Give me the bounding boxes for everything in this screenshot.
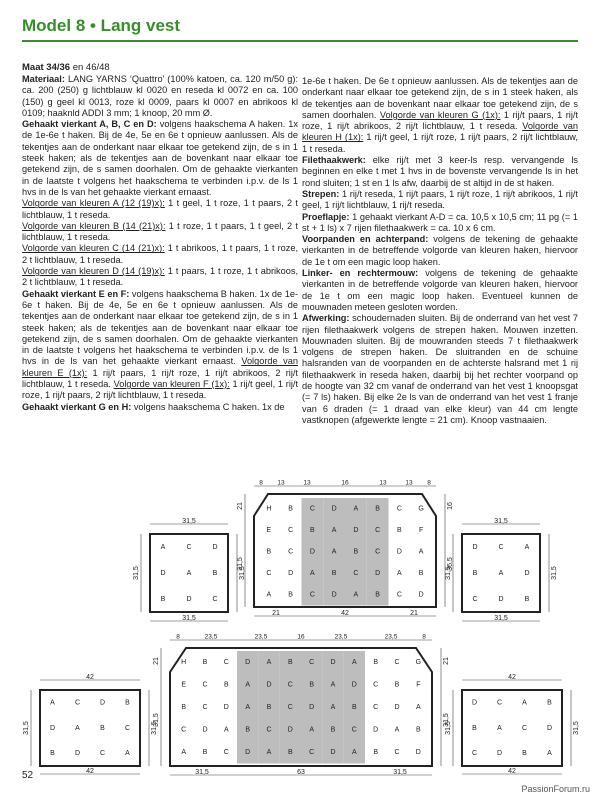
dimension-label: 31,5 xyxy=(22,721,30,735)
square-letter: C xyxy=(396,591,402,599)
square-letter: C xyxy=(287,681,293,689)
dimension-label: 8 xyxy=(259,479,263,487)
square-letter: B xyxy=(50,750,55,758)
square-letter: B xyxy=(287,749,293,757)
instruction-text: 1 rij/t reseda, 1 rij/t paars, 1 rij/t roze, 1 rij/t abrikoos, 1 rij/t geel, 1 rij/t lichtblauw, 1 rij/t reseda. xyxy=(302,188,578,211)
square-letter: C xyxy=(186,543,192,551)
section-heading: Voorpanden en achterpand: xyxy=(302,234,434,245)
section-heading: Filethaakwerk: xyxy=(302,155,373,166)
instruction-text: LANG YARNS ‘Quattro’ (100% katoen, ca. 120 m/50 g): ca. 200 (250) g lichtblauw kl 0020 en reseda kl 0072 en ca. 100 (150) g geel kl 0013, roze kl 0009, paars kl 0007 en abrikoos kl 0109; haaknld ADDI 3 mm; 1 knoop, 20 mm Ø. xyxy=(22,74,298,118)
square-letter: A xyxy=(418,548,424,556)
square-letter: A xyxy=(245,681,251,689)
instruction-text: 1 rij/t paars, 1 rij/t roze, 1 rij/t abrikoos, 2 rij/t lichtblauw, 1 t reseda. xyxy=(22,367,298,390)
square-letter: B xyxy=(309,681,315,689)
instruction-text: 1 gehaakt vierkant A-D = ca. 10,5 x 10,5 cm; 11 pg (= 1 st + 1 ls) x 7 rijen filethaakwerk = ca. 10 x 6 cm. xyxy=(302,211,578,233)
square-letter: A xyxy=(415,704,421,712)
dimension-label: 63 xyxy=(297,768,305,776)
square-letter: B xyxy=(397,527,402,535)
instruction-text: 1 rij/t geel, 1 rij/t roze, 1 rij/t paars, 2 rij/t lichtblauw, 1 t reseda. xyxy=(22,379,299,401)
square-letter: B xyxy=(547,699,552,707)
square-letter: C xyxy=(373,681,379,689)
square-letter: A xyxy=(181,749,187,757)
square-letter: B xyxy=(472,724,477,732)
section-heading: Materiaal: xyxy=(22,74,68,84)
color-sequence-label: Volgorde van kleuren A (12 (19)x): xyxy=(22,198,165,209)
square-letter: B xyxy=(266,704,272,712)
square-letter: B xyxy=(353,548,359,556)
square-letter: D xyxy=(351,681,357,689)
color-sequence-label: Volgorde van kleuren B (14 (21)x): xyxy=(22,220,166,231)
square-letter: B xyxy=(266,548,272,556)
square-letter: B xyxy=(351,704,357,712)
dimension-label: 42 xyxy=(508,673,516,681)
dimension-label: 23,5 xyxy=(334,633,348,641)
dimension-label: 31,5 xyxy=(238,566,246,580)
square-letter: A xyxy=(245,704,251,712)
dimension-label: 23,5 xyxy=(254,633,268,641)
square-letter: B xyxy=(125,699,130,707)
dimension-label: 13 xyxy=(405,479,413,487)
dimension-label: 42 xyxy=(508,767,516,775)
square-letter: D xyxy=(266,681,272,689)
dimension-label: 42 xyxy=(341,609,349,617)
square-letter: C xyxy=(496,699,503,707)
square-letter: A xyxy=(353,505,359,513)
square-letter: D xyxy=(472,543,478,551)
size-label: Maat 34/36 xyxy=(22,62,71,73)
dimension-label: 36,5 xyxy=(446,557,454,571)
dimension-label: 23,5 xyxy=(384,633,398,641)
dimension-label: 8 xyxy=(422,633,426,641)
square-letter: C xyxy=(309,591,315,599)
square-letter: A xyxy=(186,569,192,577)
square-letter: B xyxy=(310,527,315,535)
color-sequence-label: Volgorde van kleuren H (1x): xyxy=(302,121,578,143)
dimension-label: 31,5 xyxy=(132,566,140,580)
square-letter: A xyxy=(160,543,166,551)
square-letter: G xyxy=(418,505,424,513)
dimension-label: 31,5 xyxy=(494,517,508,525)
square-letter: D xyxy=(471,699,478,707)
square-letter: D xyxy=(309,704,315,712)
square-letter: A xyxy=(353,591,359,599)
square-letter: D xyxy=(212,543,218,551)
square-letter: C xyxy=(375,527,381,535)
square-letter: C xyxy=(353,570,359,578)
square-letter: A xyxy=(266,749,272,757)
square-letter: B xyxy=(223,681,229,689)
color-sequence-label: Volgorde van kleuren E (1x): xyxy=(22,356,298,378)
dimension-label: 21 xyxy=(236,502,244,510)
page-title: Model 8 • Lang vest xyxy=(22,16,181,35)
square-letter: B xyxy=(287,659,293,667)
square-letter: D xyxy=(331,591,337,599)
dimension-label: 21 xyxy=(272,609,280,617)
instruction-text: 1 rij/t geel, 1 rij/t roze, 1 rij/t paars, 2 rij/t lichtblauw, 1 t reseda. xyxy=(302,132,578,154)
instruction-text: 1 rij/t paars, 1 rij/t roze, 1 rij/t abrikoos, 2 rij/t lichtblauw, 1 t reseda. xyxy=(302,109,578,132)
square-letter: D xyxy=(418,591,424,599)
dimension-label: 31,5 xyxy=(444,721,452,735)
square-letter: G xyxy=(415,659,422,667)
square-letter: D xyxy=(353,527,359,535)
square-letter: B xyxy=(375,591,380,599)
square-letter: A xyxy=(266,659,272,667)
square-letter: H xyxy=(266,505,272,513)
square-letter: B xyxy=(245,726,251,734)
square-letter: C xyxy=(266,570,272,578)
square-letter: D xyxy=(330,659,336,667)
square-letter: B xyxy=(212,569,218,577)
square-letter: D xyxy=(415,749,421,757)
dimension-label: 13 xyxy=(277,479,285,487)
square-letter: C xyxy=(498,543,504,551)
dimension-label: 31,5 xyxy=(550,566,558,580)
square-letter: C xyxy=(212,595,218,603)
dimension-label: 23,5 xyxy=(204,633,218,641)
instruction-text: 1 t abrikoos, 1 t paars, 1 t roze, 2 t lichtblauw, 1 t reseda. xyxy=(22,243,299,265)
square-letter: B xyxy=(524,595,530,603)
square-letter: C xyxy=(266,726,272,734)
dimension-label: 8 xyxy=(176,633,180,641)
square-letter: B xyxy=(418,570,424,578)
square-letter: C xyxy=(394,659,400,667)
square-letter: F xyxy=(416,681,421,689)
square-letter: D xyxy=(202,726,208,734)
square-letter: E xyxy=(181,681,187,689)
square-letter: A xyxy=(547,750,552,758)
instruction-text: volgens haakschema C haken. 1x de xyxy=(133,401,285,412)
square-letter: C xyxy=(287,704,293,712)
dimension-label: 21 xyxy=(152,657,160,665)
instruction-text: 1 t geel, 1 t roze, 1 t paars, 2 t lichtblauw, 1 t reseda. xyxy=(22,198,298,220)
square-letter: D xyxy=(74,750,81,758)
dimension-label: 31,5 xyxy=(444,566,452,580)
square-letter: D xyxy=(396,548,402,556)
square-letter: B xyxy=(181,704,187,712)
instruction-text: 1 t paars, 1 t roze, 1 t abrikoos, 2 t lichtblauw, 1 t reseda. xyxy=(22,266,299,288)
dimension-label: 31,5 xyxy=(393,768,407,776)
square-letter: A xyxy=(223,726,229,734)
square-letter: B xyxy=(522,750,527,758)
dimension-label: 8 xyxy=(427,479,431,487)
instruction-text: schoudernaden sluiten. Bij de onderrand van het vest 7 rijen filethaakwerk volgens de strepen haken. Mouwen inzetten. Mouwnaden sluiten. Bij de mouwranden steeds 7 t filethaakwerk volgens de strepen haken. De sluitranden en de schuine halsranden van de voorpanden en de achterste halsrand met 1 rij filethaakwerk in reseda haken, daarbij bij het rechter voorpand op de hoogte van 32 cm vanaf de onderrand van het vest 1 knoopsgat (= 7 ls) haken. Bij elke 2e ls van de onderrand van het vest 1 franje van 6 draden (= 1 draad van elke kleur) van 44 cm lengte vastknopen (afgewerkte lengte = 21 cm). Knoop vastnaaien. xyxy=(302,313,578,425)
square-letter: C xyxy=(99,750,106,758)
square-letter: B xyxy=(202,659,208,667)
square-letter: C xyxy=(223,659,229,667)
dimension-label: 31,5 xyxy=(442,713,450,727)
square-letter: A xyxy=(351,749,357,757)
section-heading: Gehaakt vierkant G en H: xyxy=(22,401,134,412)
dimension-label: 31,5 xyxy=(182,614,196,622)
dimension-label: 31,5 xyxy=(152,713,160,727)
square-letter: D xyxy=(496,750,503,758)
square-letter: D xyxy=(524,569,530,577)
square-letter: D xyxy=(373,726,379,734)
square-letter: B xyxy=(373,659,379,667)
square-letter: C xyxy=(181,726,187,734)
dimension-label: 31,5 xyxy=(236,557,244,571)
square-letter: B xyxy=(415,726,421,734)
square-letter: C xyxy=(288,548,294,556)
square-letter: A xyxy=(524,543,530,551)
square-letter: B xyxy=(100,724,105,732)
instruction-text: volgens haakschema B haken. 1x de 1e-6e t haken. Bij de 4e, 5e en 6e t opnieuw aanlussen. Als de tekentjes aan de onderkant naar elkaar toe getekend zijn, de s in 1 steek haken; als de tekentjes aan de bovenkant naar elkaar toe getekend zijn, de s samen doorhalen. Om de gehaakte vierkanten in de laatste t volgens het haakschema te verbinden i.p.v. de ls 1 hvs in de ls van het gehaakte vierkant ernaast. xyxy=(22,288,298,367)
square-letter: D xyxy=(287,726,293,734)
square-letter: D xyxy=(546,724,553,732)
section-heading: Strepen: xyxy=(302,188,342,199)
square-letter: D xyxy=(394,704,400,712)
square-letter: B xyxy=(202,749,208,757)
square-letter: C xyxy=(375,548,381,556)
square-letter: E xyxy=(266,527,272,535)
square-letter: C xyxy=(202,704,208,712)
square-letter: B xyxy=(288,505,293,513)
instruction-text: volgens de tekening de gehaakte vierkanten in de betreffende volgorde van kleuren haken, hiervoor de 1e t om een magic loop haken. Eventueel kunnen de mouwnaden meteen gesloten worden. xyxy=(302,268,579,312)
square-letter: C xyxy=(373,704,379,712)
square-letter: A xyxy=(331,548,337,556)
watermark: PassionForum.ru xyxy=(521,784,590,794)
instruction-text: 1 t roze, 1 t paars, 1 t geel, 2 t lichtblauw, 1 t reseda. xyxy=(22,220,298,243)
color-sequence-label: Volgorde van kleuren F (1x): xyxy=(113,379,230,390)
dimension-label: 31,5 xyxy=(182,517,196,525)
square-letter: A xyxy=(397,570,402,578)
instruction-text: elke rij/t met 3 keer-ls resp. vervangende ls beginnen en elke t met 1 hvs in de bovenste vervangende ls in het rond sluiten; 1 st en 1 ls afw, daarbij de st altijd in de st haken. xyxy=(302,155,578,188)
section-heading: Gehaakt vierkant E en F: xyxy=(22,288,132,299)
square-letter: D xyxy=(288,570,294,578)
square-letter: D xyxy=(186,595,192,603)
color-sequence-label: Volgorde van kleuren G (1x): xyxy=(379,109,501,120)
square-letter: C xyxy=(124,724,131,732)
square-letter: B xyxy=(331,570,337,578)
square-letter: D xyxy=(160,569,166,577)
square-letter: B xyxy=(394,681,400,689)
square-letter: A xyxy=(498,569,504,577)
square-letter: D xyxy=(498,595,504,603)
square-letter: C xyxy=(223,749,229,757)
square-letter: A xyxy=(330,681,336,689)
square-letter: C xyxy=(396,505,402,513)
square-letter: A xyxy=(125,750,130,758)
dimension-label: 21 xyxy=(442,657,450,665)
square-letter: D xyxy=(49,724,56,732)
square-letter: C xyxy=(288,527,294,535)
square-letter: H xyxy=(181,659,187,667)
dimension-label: 31,5 xyxy=(150,721,158,735)
square-letter: C xyxy=(74,699,81,707)
square-letter: A xyxy=(522,699,527,707)
dimension-label: 16 xyxy=(446,502,454,510)
square-letter: F xyxy=(418,527,424,535)
section-heading: Proeflapje: xyxy=(302,211,353,222)
square-letter: C xyxy=(472,595,478,603)
color-sequence-label: Volgorde van kleuren C (14 (21)x): xyxy=(22,243,165,254)
square-letter: C xyxy=(202,681,208,689)
dimension-label: 16 xyxy=(341,479,349,487)
dimension-label: 16 xyxy=(297,633,305,641)
dimension-label: 13 xyxy=(303,479,311,487)
dimension-label: 31,5 xyxy=(494,614,508,622)
square-letter: C xyxy=(351,726,357,734)
square-letter: C xyxy=(471,750,478,758)
square-letter: D xyxy=(223,704,229,712)
size-extra: en 46/48 xyxy=(70,62,110,73)
square-letter: D xyxy=(309,548,315,556)
instruction-text: volgens haakschema A haken. 1x de 1e-6e t haken. Bij de 4e, 5e en 6e t opnieuw aanlussen. Als de tekentjes aan de onderkant naar elkaar toe getekend zijn, de s in 1 steek haken; als de tekentjes aan de bovenkant naar elkaar toe getekend zijn, de s samen doorhalen. Om de gehaakte vierkanten in de laatste t volgens het haakschema te verbinden i.p.v. de ls 1 hvs in de ls van het gehaakte vierkant ernaast. xyxy=(22,119,299,197)
square-letter: B xyxy=(373,749,379,757)
square-letter: A xyxy=(75,724,80,732)
square-letter: A xyxy=(394,726,400,734)
square-letter: D xyxy=(331,505,337,513)
square-letter: B xyxy=(160,595,166,603)
square-letter: D xyxy=(330,749,336,757)
section-heading: Linker- en rechtermouw: xyxy=(302,268,426,279)
square-letter: D xyxy=(245,659,251,667)
dimension-label: 42 xyxy=(86,673,94,681)
square-letter: C xyxy=(309,749,315,757)
square-letter: B xyxy=(375,505,380,513)
square-letter: B xyxy=(288,591,293,599)
dimension-label: 31,5 xyxy=(572,721,580,735)
instruction-text: 1e-6e t haken. De 6e t opnieuw aanlussen. Als de tekentjes aan de onderkant naar elkaar toe getekend zijn, de s in 1 steek haken, als de tekentjes aan de bovenkant naar elkaar toe getekend zijn, de s samen doorhalen. xyxy=(302,76,578,120)
square-letter: A xyxy=(310,570,315,578)
instruction-text: volgens de tekening de gehaakte vierkanten in de betreffende volgorde van kleuren haken, hiervoor de 1e t om een magic loop haken. xyxy=(302,234,579,267)
square-letter: C xyxy=(309,659,315,667)
square-letter: C xyxy=(394,749,400,757)
dimension-label: 21 xyxy=(410,609,418,617)
square-letter: C xyxy=(521,724,528,732)
color-sequence-label: Volgorde van kleuren D (14 (19)x): xyxy=(22,266,165,277)
square-letter: D xyxy=(245,749,251,757)
square-letter: B xyxy=(472,569,478,577)
square-letter: A xyxy=(330,704,336,712)
square-letter: A xyxy=(331,527,337,535)
dimension-label: 13 xyxy=(379,479,387,487)
square-letter: D xyxy=(99,699,106,707)
square-letter: A xyxy=(497,724,502,732)
square-letter: A xyxy=(351,659,357,667)
section-heading: Gehaakt vierkant A, B, C en D: xyxy=(22,119,160,130)
square-letter: C xyxy=(309,505,315,513)
dimension-label: 42 xyxy=(86,767,94,775)
square-letter: A xyxy=(266,591,272,599)
dimension-label: 31,5 xyxy=(195,768,209,776)
section-heading: Afwerking: xyxy=(302,313,353,324)
square-letter: D xyxy=(375,570,381,578)
page-number: 52 xyxy=(22,770,34,781)
square-letter: A xyxy=(50,699,55,707)
square-letter: A xyxy=(309,726,315,734)
square-letter: B xyxy=(330,726,336,734)
